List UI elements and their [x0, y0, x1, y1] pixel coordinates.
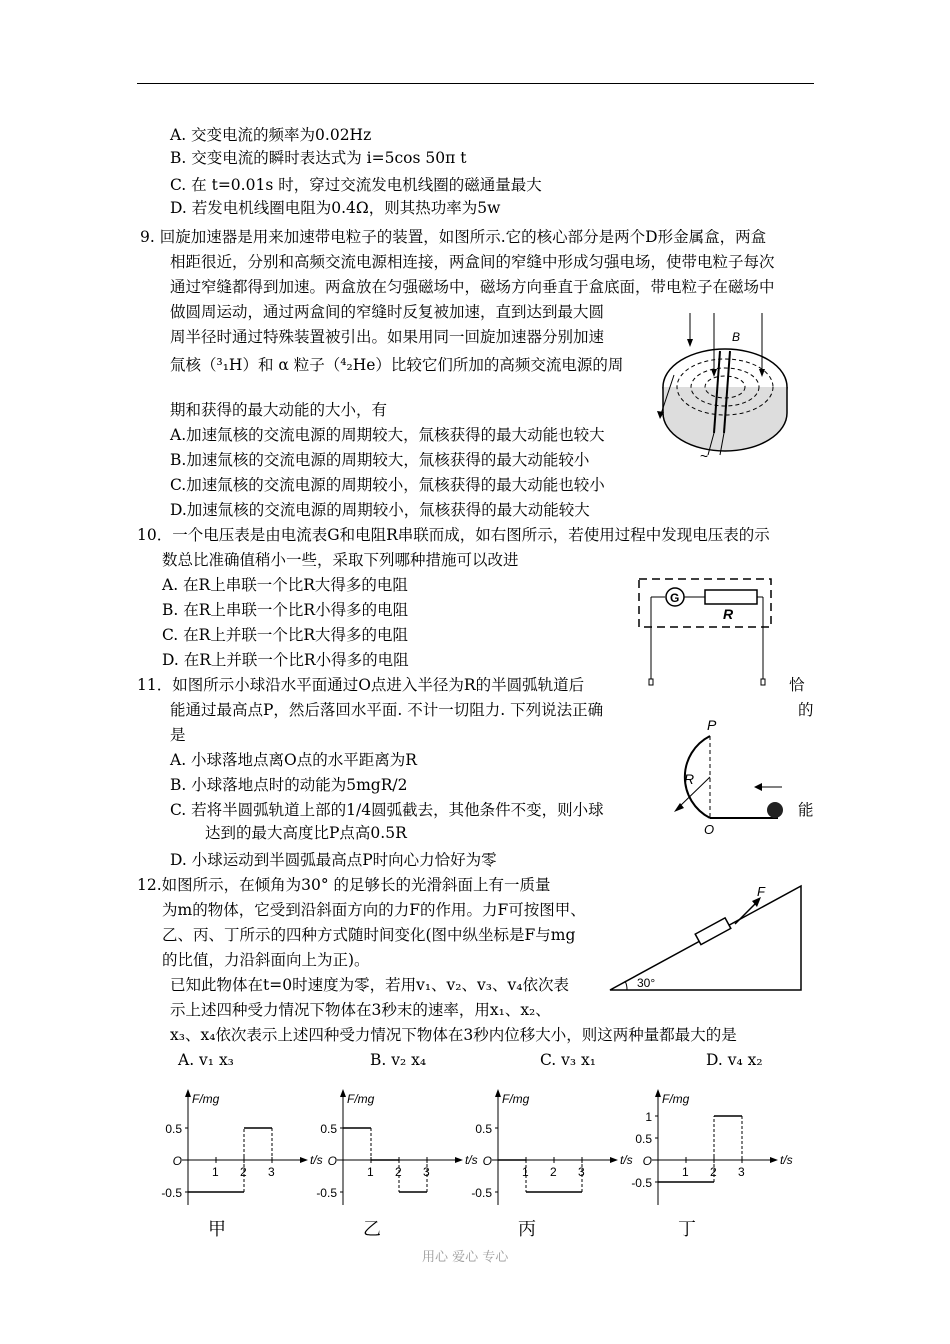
- q9-stem-line1: 9. 回旋加速器是用来加速带电粒子的装置，如图所示.它的核心部分是两个D形金属盒，两盒: [140, 228, 767, 246]
- y-axis-arrow: [655, 1089, 661, 1097]
- cyclotron-b-label: B: [732, 330, 741, 344]
- y-tick-label: O: [642, 1154, 652, 1168]
- y-axis-arrow: [340, 1089, 346, 1097]
- q8-option-a: A. 交变电流的频率为0.02Hz: [170, 126, 372, 144]
- x-tick-label: 2: [710, 1165, 717, 1179]
- q9-stem-line3: 通过窄缝都得到加速。两盒放在匀强磁场中，磁场方向垂直于盒底面，带电粒子在磁场中: [170, 278, 775, 296]
- x-axis-arrow: [300, 1157, 308, 1163]
- q11-stem-line1: 11．如图所示小球沿水平面通过O点进入半径为R的半圆弧轨道后: [137, 676, 585, 694]
- galvanometer-label: G: [670, 591, 680, 605]
- q12-stem-line2: 为m的物体，它受到沿斜面方向的力F的作用。力F可按图甲、: [162, 901, 586, 919]
- q9-option-b: B.加速氚核的交流电源的周期较大，氚核获得的最大动能较小: [170, 451, 590, 469]
- q9-stem-line5: 周半径时通过特殊装置被引出。如果用同一回旋加速器分别加速: [170, 328, 605, 346]
- q10-stem-line2: 数总比准确值稍小一些，采取下列哪种措施可以改进: [162, 551, 519, 569]
- q9-stem-line2: 相距很近，分别和高频交流电源相连接，两盒间的窄缝中形成匀强电场，使带电粒子每次: [170, 253, 775, 271]
- q11-option-c-line1-end: 能: [798, 801, 814, 819]
- radius-r-label: R: [684, 771, 695, 787]
- q10-option-d: D. 在R上并联一个比R小得多的电阻: [162, 651, 409, 669]
- header-rule: [137, 83, 814, 84]
- q9-option-a: A.加速氚核的交流电源的周期较大，氚核获得的最大动能也较大: [170, 426, 605, 444]
- q12-option-a: A. v₁ x₃: [178, 1051, 234, 1069]
- x-tick-label: 3: [738, 1165, 745, 1179]
- graph-yi: [316, 1089, 477, 1239]
- q12-option-d: D. v₄ x₂: [706, 1051, 763, 1069]
- q11-option-a: A. 小球落地点离O点的水平距离为R: [170, 751, 417, 769]
- q12-option-c: C. v₃ x₁: [540, 1051, 597, 1069]
- y-axis-label: F/mg: [347, 1092, 375, 1106]
- x-axis-arrow: [770, 1157, 778, 1163]
- q8-option-d: D. 若发电机线圈电阻为0.4Ω，则其热功率为5w: [170, 199, 501, 217]
- footer: 用心 爱心 专心: [422, 1250, 509, 1265]
- q10-option-a: A. 在R上串联一个比R大得多的电阻: [162, 576, 408, 594]
- y-axis-label: F/mg: [502, 1092, 530, 1106]
- point-o-label: O: [704, 822, 715, 837]
- q10-stem-line1: 10．一个电压表是由电流表G和电阻R串联而成，如右图所示，若使用过程中发现电压表的示: [137, 526, 770, 544]
- y-tick-label: 0.5: [635, 1132, 652, 1146]
- incline-angle-label: 30°: [637, 976, 656, 990]
- q11-stem-line2: 能通过最高点P，然后落回水平面. 不计一切阻力. 下列说法正确: [170, 701, 604, 719]
- x-tick-label: 1: [522, 1165, 529, 1179]
- graph-title: 丙: [518, 1219, 536, 1239]
- resistor-label: R: [723, 606, 734, 622]
- q12-stem-line6: 示上述四种受力情况下物体在3秒末的速率，用x₁、x₂、: [170, 1001, 551, 1019]
- graph-title: 乙: [363, 1219, 381, 1239]
- q8-option-b: B. 交变电流的瞬时表达式为 i=5cos 50π t: [170, 149, 467, 167]
- point-p-label: P: [707, 717, 717, 733]
- x-axis-label: t/s: [780, 1153, 793, 1167]
- y-tick-label: O: [482, 1154, 492, 1168]
- q12-stem-line3: 乙、丙、丁所示的四种方式随时间变化(图中纵坐标是F与mg: [162, 926, 576, 944]
- x-axis-arrow: [610, 1157, 618, 1163]
- q11-option-c-line2: 达到的最大高度比P点高0.5R: [205, 824, 407, 842]
- q11-stem-line2-end: 的: [798, 701, 814, 719]
- x-axis-label: t/s: [310, 1153, 323, 1167]
- x-tick-label: 1: [212, 1165, 219, 1179]
- x-tick-label: 3: [268, 1165, 275, 1179]
- y-tick-label: -0.5: [316, 1186, 337, 1200]
- graph-bing: [471, 1089, 632, 1239]
- q11-option-b: B. 小球落地点时的动能为5mgR/2: [170, 776, 408, 794]
- y-tick-label: O: [327, 1154, 337, 1168]
- q12-option-b: B. v₂ x₄: [370, 1051, 427, 1069]
- q12-stem-line1: 12.如图所示，在倾角为30° 的足够长的光滑斜面上有一质量: [137, 876, 551, 894]
- y-tick-label: 1: [645, 1110, 652, 1124]
- semicircle-track-figure: [660, 712, 790, 840]
- x-axis-label: t/s: [465, 1153, 478, 1167]
- y-axis-arrow: [185, 1089, 191, 1097]
- x-tick-label: 1: [682, 1165, 689, 1179]
- x-tick-label: 3: [578, 1165, 585, 1179]
- y-tick-label: 0.5: [320, 1122, 337, 1136]
- q11-stem-line3: 是: [170, 726, 186, 744]
- q11-option-d: D. 小球运动到半圆弧最高点P时向心力恰好为零: [170, 851, 497, 869]
- y-tick-label: O: [172, 1154, 182, 1168]
- y-axis-arrow: [495, 1089, 501, 1097]
- graph-jia: [161, 1089, 322, 1239]
- q11-option-c-line1: C. 若将半圆弧轨道上部的1/4圆弧截去，其他条件不变，则小球: [170, 801, 604, 819]
- cyclotron-ac-symbol: ~: [700, 448, 709, 464]
- x-tick-label: 1: [367, 1165, 374, 1179]
- q8-option-c: C. 在 t=0.01s 时，穿过交流发电机线圈的磁通量最大: [170, 176, 542, 194]
- x-axis-arrow: [455, 1157, 463, 1163]
- q12-stem-line4: 的比值，力沿斜面向上为正)。: [162, 951, 370, 969]
- q9-stem-line6: 氚核（³₁H）和 α 粒子（⁴₂He）比较它们所加的高频交流电源的周: [170, 356, 624, 374]
- y-tick-label: 0.5: [165, 1122, 182, 1136]
- x-tick-label: 3: [423, 1165, 430, 1179]
- y-axis-label: F/mg: [192, 1092, 220, 1106]
- x-axis-label: t/s: [620, 1153, 633, 1167]
- q9-stem-line7: 期和获得的最大动能的大小，有: [170, 401, 388, 419]
- graph-ding: [631, 1089, 792, 1239]
- y-tick-label: 0.5: [475, 1122, 492, 1136]
- voltmeter-figure: [635, 575, 780, 690]
- y-tick-label: -0.5: [631, 1176, 652, 1190]
- q10-option-b: B. 在R上串联一个比R小得多的电阻: [162, 601, 409, 619]
- incline-figure: [605, 878, 810, 996]
- graph-title: 丁: [678, 1219, 696, 1239]
- cyclotron-figure: [650, 305, 800, 465]
- x-tick-label: 2: [550, 1165, 557, 1179]
- q9-stem-line4: 做圆周运动，通过两盒间的窄缝时反复被加速，直到达到最大圆: [170, 303, 605, 321]
- y-tick-label: -0.5: [471, 1186, 492, 1200]
- q12-stem-line7: x₃、x₄依次表示上述四种受力情况下物体在3秒内位移大小，则这两种量都最大的是: [170, 1026, 737, 1044]
- q9-option-d: D.加速氚核的交流电源的周期较小，氚核获得的最大动能较大: [170, 501, 590, 519]
- q11-stem-line1-end: 恰: [789, 676, 805, 694]
- y-tick-label: -0.5: [161, 1186, 182, 1200]
- force-time-graphs: [140, 1085, 820, 1245]
- x-tick-label: 2: [395, 1165, 402, 1179]
- force-f-label: F: [757, 884, 765, 899]
- y-axis-label: F/mg: [662, 1092, 690, 1106]
- graph-title: 甲: [208, 1219, 226, 1239]
- x-tick-label: 2: [240, 1165, 247, 1179]
- q12-stem-line5: 已知此物体在t=0时速度为零，若用v₁、v₂、v₃、v₄依次表: [170, 976, 569, 994]
- q10-option-c: C. 在R上并联一个比R大得多的电阻: [162, 626, 409, 644]
- q9-option-c: C.加速氚核的交流电源的周期较小，氚核获得的最大动能也较小: [170, 476, 605, 494]
